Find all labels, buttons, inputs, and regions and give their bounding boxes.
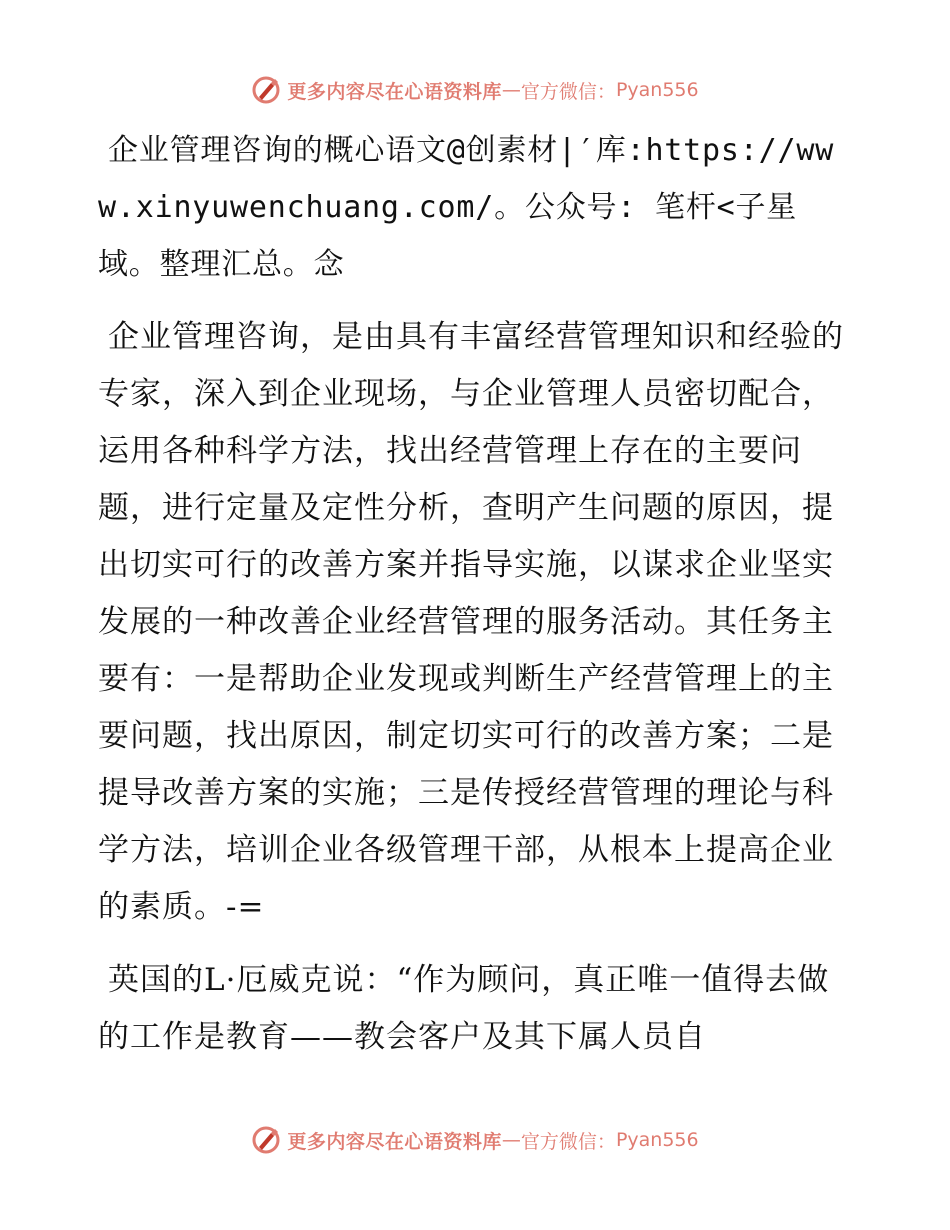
header-banner [0,70,950,110]
document-body [98,122,858,1082]
banner-main-text: 更多内容尽在心语资料库 [287,1130,502,1153]
footer-banner [0,1120,950,1160]
banner-separator: — [501,79,521,101]
banner-account: Pyan556 [615,79,699,101]
paragraph-definition: 企业管理咨询，是由具有丰富经营管理知识和经验的专家，深入到企业现场，与企业管理人员密切配合，运用各种科学方法，找出经营管理上存在的主要问题，进行定量及定性分析，查明产生问题的原因，提出切实可行的改善方案并指导实施，以谋求企业坚实发展的一种改善企业经营管理的服务活动。其任务主要有：一是帮助企业发现或判断生产经营管理上的主要问题，找出原因，制定切实可行的改善方案；二是提导改善方案的实施；三是传授经营管理的理论与科学方法，培训企业各级管理干部，从根本上提高企业的素质。-= [98,319,844,925]
banner-main-text: 更多内容尽在心语资料库 [287,80,502,103]
banner-official-label: 官方微信： [520,80,616,103]
banner-official-label: 官方微信： [520,1130,616,1153]
pen-logo-icon [251,1125,281,1155]
paragraph-intro: 企业管理咨询的概心语文@创素材|′库:https://www.xinyuwenchuang.com/。公众号: 笔杆<子星域。整理汇总。念 [98,133,835,282]
paragraph-quote: 英国的L·厄威克说：“作为顾问，真正唯一值得去做的工作是教育——教会客户及其下属人员自 [98,962,830,1055]
banner-separator: — [501,1129,521,1151]
banner-account: Pyan556 [615,1129,699,1151]
pen-logo-icon [251,75,281,105]
